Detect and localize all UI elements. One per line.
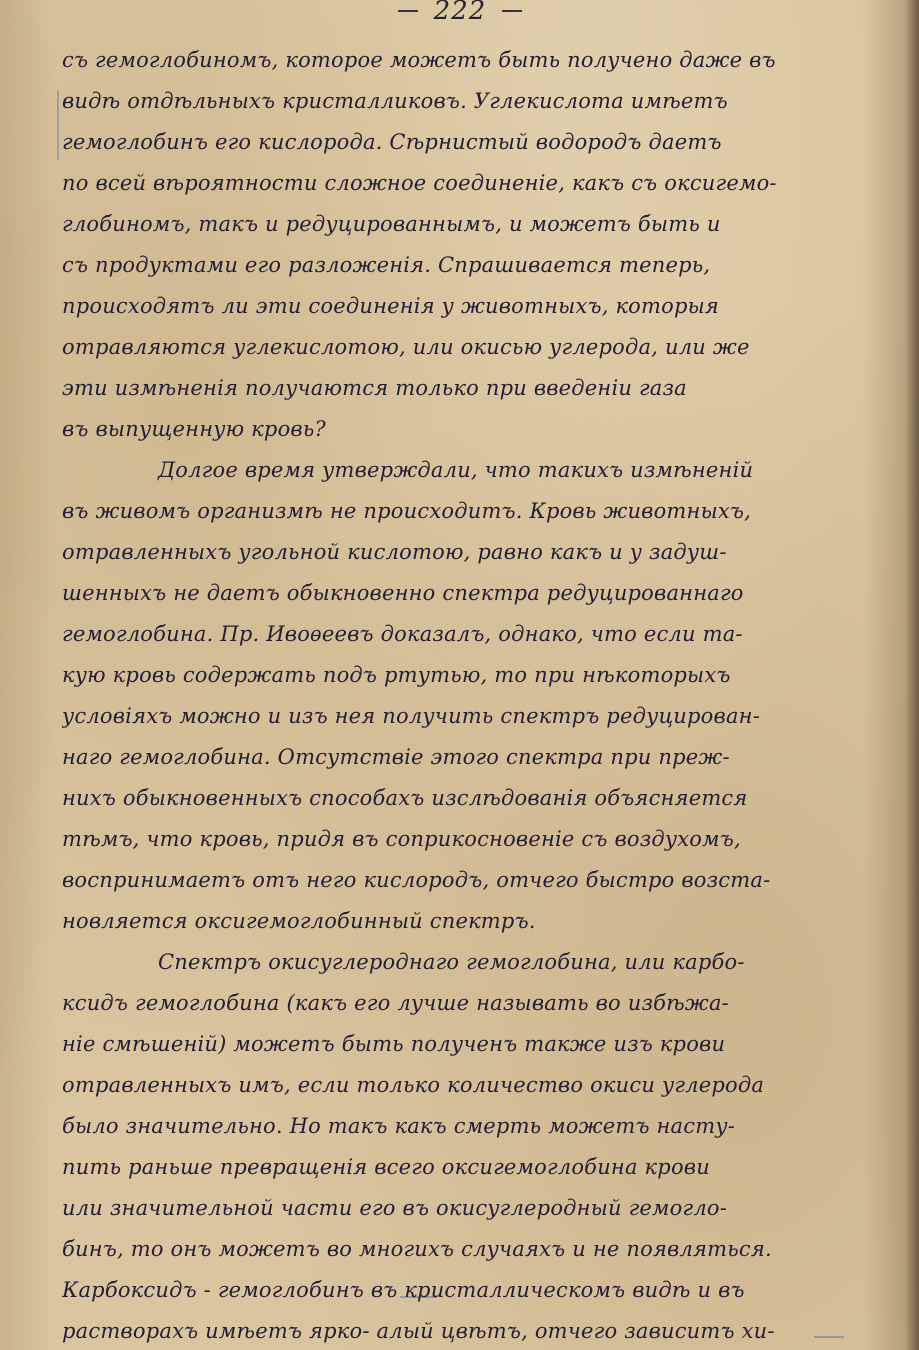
manuscript-line: растворахъ имѣетъ ярко- алый цвѣтъ, отчего зависитъ хи-: [62, 1319, 775, 1343]
handwritten-text-block: [62, 40, 862, 1350]
manuscript-line: Спектръ окисуглероднаго гемоглобина, или карбо-: [158, 950, 745, 974]
page-edge-shadow: [905, 0, 919, 1350]
manuscript-line: шенныхъ не даетъ обыкновенно спектра редуцированнаго: [62, 581, 744, 605]
manuscript-line: бинъ, то онъ можетъ во многихъ случаяхъ и не появляться.: [62, 1237, 772, 1261]
manuscript-line: тѣмъ, что кровь, придя въ соприкосновеніе съ воздухомъ,: [62, 827, 741, 851]
manuscript-line: съ гемоглобиномъ, которое можетъ быть получено даже въ: [62, 48, 776, 72]
manuscript-line: съ продуктами его разложенія. Спрашивается теперь,: [62, 253, 711, 277]
manuscript-line: воспринимаетъ отъ него кислородъ, отчего быстро возста-: [62, 868, 771, 892]
manuscript-line: глобиномъ, такъ и редуцированнымъ, и можетъ быть и: [62, 212, 721, 236]
manuscript-line: Карбоксидъ - гемоглобинъ въ кристаллическомъ видѣ и въ: [62, 1278, 745, 1302]
manuscript-line: ксидъ гемоглобина (какъ его лучше называть во избѣжа-: [62, 991, 729, 1015]
manuscript-line: условіяхъ можно и изъ нея получить спектръ редуцирован-: [62, 704, 760, 728]
manuscript-line: въ выпущенную кровь?: [62, 417, 326, 441]
manuscript-line: Долгое время утверждали, что такихъ измѣненій: [158, 458, 754, 482]
manuscript-line: въ живомъ организмѣ не происходитъ. Кровь животныхъ,: [62, 499, 751, 523]
manuscript-line: кую кровь содержать подъ ртутью, то при нѣкоторыхъ: [62, 663, 731, 687]
manuscript-line: или значительной части его въ окисуглеродный гемогло-: [62, 1196, 728, 1220]
manuscript-line: было значительно. Но такъ какъ смерть можетъ насту-: [62, 1114, 736, 1138]
manuscript-line: отравляются углекислотою, или окисью углерода, или же: [62, 335, 750, 359]
manuscript-line: пить раньше превращенія всего оксигемоглобина крови: [62, 1155, 710, 1179]
manuscript-line: наго гемоглобина. Отсутствіе этого спектра при преж-: [62, 745, 730, 769]
margin-pencil-mark: [57, 90, 59, 160]
manuscript-line: нихъ обыкновенныхъ способахъ изслѣдованія объясняется: [62, 786, 748, 810]
manuscript-line: эти измѣненія получаются только при введеніи газа: [62, 376, 687, 400]
manuscript-line: новляется оксигемоглобинный спектръ.: [62, 909, 536, 933]
manuscript-line: отравленныхъ имъ, если только количество окиси углерода: [62, 1073, 765, 1097]
manuscript-line: гемоглобина. Пр. Ивоѳеевъ доказалъ, однако, что если та-: [62, 622, 743, 646]
manuscript-line: отравленныхъ угольной кислотою, равно какъ и у задуш-: [62, 540, 727, 564]
manuscript-line: происходятъ ли эти соединенія у животныхъ, которыя: [62, 294, 720, 318]
page-number: 222: [433, 0, 487, 26]
manuscript-line: гемоглобинъ его кислорода. Сѣрнистый водородъ даетъ: [62, 130, 722, 154]
manuscript-line: ніе смѣшеній) можетъ быть полученъ также изъ крови: [62, 1032, 726, 1056]
page-number-rule-right: [502, 10, 522, 12]
manuscript-line: по всей вѣроятности сложное соединеніе, какъ съ оксигемо-: [62, 171, 777, 195]
manuscript-line: видѣ отдѣльныхъ кристалликовъ. Углекислота имѣетъ: [62, 89, 728, 113]
